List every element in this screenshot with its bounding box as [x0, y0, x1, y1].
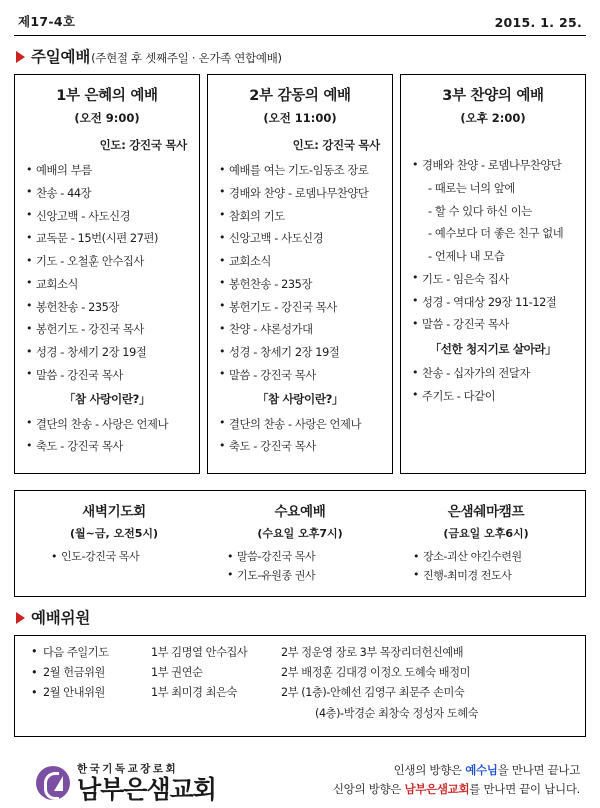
list-item: • 축도 - 강진국 목사 [25, 439, 189, 454]
denomination-name: 한국기독교장로회 [77, 762, 179, 775]
meeting-detail-list [27, 549, 201, 564]
service-leader: 인도: 강진국 목사 [99, 138, 187, 152]
list-item: • 예배의 부름 [25, 163, 189, 178]
sermon-title: 「선한 청지기로 살아라」 [429, 341, 557, 356]
list-item: • 말씀 - 강진국 목사 [218, 368, 382, 383]
committee-other-services: (4층)-박경순 최창숙 정성자 도혜숙 [315, 706, 479, 720]
slogan-2-c: 를 만나면 끝이 납니다. [469, 782, 580, 797]
service-order-list [218, 163, 382, 455]
committee-box [14, 635, 586, 737]
service-time: (오전 11:00) [263, 111, 337, 125]
list-item: • 기도 - 임은숙 집사 [411, 272, 575, 287]
service-title: 3부 찬양의 예배 [442, 88, 544, 104]
list-item: • 신앙고백 - 사도신경 [25, 209, 189, 224]
list-item: • 봉헌찬송 - 235장 [218, 277, 382, 292]
list-item: • 인도-강진국 목사 [27, 549, 201, 564]
slogan-line-2 [333, 780, 580, 799]
list-item: • 성경 - 창세기 2장 19절 [218, 345, 382, 360]
table-row [21, 685, 579, 701]
list-item: • 참회의 기도 [218, 209, 382, 224]
list-item: • 성경 - 역대상 29장 11-12절 [411, 295, 575, 310]
list-item: • 기도-유원종 권사 [213, 568, 387, 583]
page-footer [14, 761, 586, 802]
sermon-title: 「참 사랑이란?」 [256, 392, 344, 406]
list-item: • 말씀 - 강진국 목사 [411, 317, 575, 332]
church-name: 남부은샘교회 [77, 775, 216, 804]
committee-other-services: 2부 (1층)-안혜선 김영구 최문주 손미숙 [281, 686, 465, 700]
triangle-bullet-icon [16, 612, 25, 624]
list-item: • 말씀 - 강진국 목사 [25, 368, 189, 383]
list-item: • 교회소식 [218, 254, 382, 269]
meeting-title: 은샘쉐마캠프 [447, 504, 525, 521]
meeting-detail-list [399, 549, 573, 583]
committee-role: • 다음 주일기도 [21, 645, 151, 661]
table-row [21, 645, 579, 661]
meeting-title: 새벽기도회 [82, 504, 146, 521]
list-item: • 진행-최미경 전도사 [399, 568, 573, 583]
service-box-3 [400, 74, 586, 474]
list-item: • 찬송 - 십자가의 전달자 [411, 366, 575, 381]
list-item: • 말씀-강진국 목사 [213, 549, 387, 564]
service-time: (오전 9:00) [74, 111, 140, 125]
list-item: • 주기도 - 다같이 [411, 389, 575, 404]
list-item-sub: - 할 수 있다 하신 이는 [428, 204, 532, 218]
slogan-2-a: 신앙의 방향은 [332, 782, 405, 797]
list-item: • 찬양 - 샤론성가대 [218, 322, 382, 337]
document-header [14, 10, 586, 36]
meeting-col-shema-camp [393, 500, 579, 586]
list-item: • 장소-괴산 야긴수련원 [399, 549, 573, 564]
church-emblem-icon [36, 766, 70, 800]
meeting-time: (월~금, 오전5시) [69, 527, 159, 541]
section-title-sunday: 주일예배 [31, 48, 91, 66]
list-item: • 교회소식 [25, 277, 189, 292]
meeting-time: (금요일 오후6시) [443, 527, 529, 541]
list-item: • 봉헌기도 - 강진국 목사 [25, 322, 189, 337]
list-item-sub: - 언제나 내 모습 [428, 250, 505, 263]
table-row [21, 706, 579, 722]
table-row [21, 665, 579, 681]
meeting-title: 수요예배 [274, 504, 326, 521]
list-item: • 교독문 - 15번(시편 27편) [25, 231, 189, 246]
slogan-2-highlight: 남부은샘교회 [404, 782, 470, 797]
sermon-title: 「참 사랑이란?」 [63, 392, 151, 406]
service-grid [14, 74, 586, 474]
list-item: • 예배를 여는 기도-임동조 장로 [218, 163, 382, 178]
committee-first-service: 1부 김명열 안수집사 [151, 645, 248, 659]
service-title: 2부 감동의 예배 [249, 88, 351, 104]
list-item: • 봉헌기도 - 강진국 목사 [218, 300, 382, 315]
list-item-sub: - 때로는 너의 앞에 [428, 181, 515, 195]
issue-number: 제17-4호 [18, 14, 76, 29]
committee-role: • 2월 헌금위원 [21, 665, 151, 681]
meeting-col-dawn-prayer [21, 500, 207, 586]
committee-other-services: 2부 정운영 장로 3부 목장리더헌신예배 [281, 645, 464, 659]
service-leader: 인도: 강진국 목사 [292, 138, 380, 152]
list-item: • 축도 - 강진국 목사 [218, 439, 382, 454]
list-item: • 봉헌찬송 - 235장 [25, 300, 189, 315]
list-item: • 성경 - 창세기 2장 19절 [25, 345, 189, 360]
list-item: • 경배와 찬양 - 로뎀나무찬양단 [218, 186, 382, 201]
sunday-worship-heading [16, 45, 586, 67]
list-item-sub: - 예수보다 더 좋은 친구 없네 [428, 227, 564, 241]
service-box-2 [207, 74, 393, 474]
slogan-line-1 [333, 761, 580, 780]
church-slogan [333, 761, 586, 802]
committee-first-service [151, 706, 281, 722]
committee-other-services: 2부 배정훈 김대경 이정오 도혜숙 배정미 [281, 666, 471, 680]
section-title-committee: 예배위원 [31, 608, 91, 627]
committee-first-service: 1부 최미경 최은숙 [151, 686, 237, 700]
list-item: • 기도 - 오철훈 안수집사 [25, 254, 189, 269]
committee-first-service: 1부 권연순 [151, 666, 203, 680]
service-order-list [25, 163, 189, 455]
list-item: • 찬송 - 44장 [25, 186, 189, 201]
committee-role [21, 706, 151, 722]
list-item: • 신앙고백 - 사도신경 [218, 231, 382, 246]
slogan-1-c: 을 만나면 끝나고 [497, 763, 580, 778]
slogan-1-a: 인생의 방향은 [393, 763, 466, 778]
meeting-col-wednesday [207, 500, 393, 586]
meeting-time: (수요일 오후7시) [257, 527, 343, 541]
committee-heading [16, 606, 586, 628]
issue-date: 2015. 1. 25. [494, 15, 582, 30]
list-item: • 경배와 찬양 - 로뎀나무찬양단 [411, 158, 575, 173]
church-wordmark [77, 764, 216, 803]
service-title: 1부 은혜의 예배 [56, 88, 158, 104]
church-logo [14, 764, 216, 803]
committee-role: • 2월 안내위원 [21, 685, 151, 701]
list-item: • 결단의 찬송 - 사랑은 언제나 [218, 417, 382, 432]
section-subtitle-sunday: (주현절 후 셋째주일 · 온가족 연합예배) [91, 51, 282, 65]
service-box-1 [14, 74, 200, 474]
service-time: (오후 2:00) [460, 111, 526, 125]
weekly-meetings-box [14, 490, 586, 597]
service-order-list [411, 158, 575, 404]
list-item: • 결단의 찬송 - 사랑은 언제나 [25, 417, 189, 432]
slogan-1-highlight: 예수님 [465, 763, 498, 778]
triangle-bullet-icon [16, 51, 25, 63]
meeting-detail-list [213, 549, 387, 583]
